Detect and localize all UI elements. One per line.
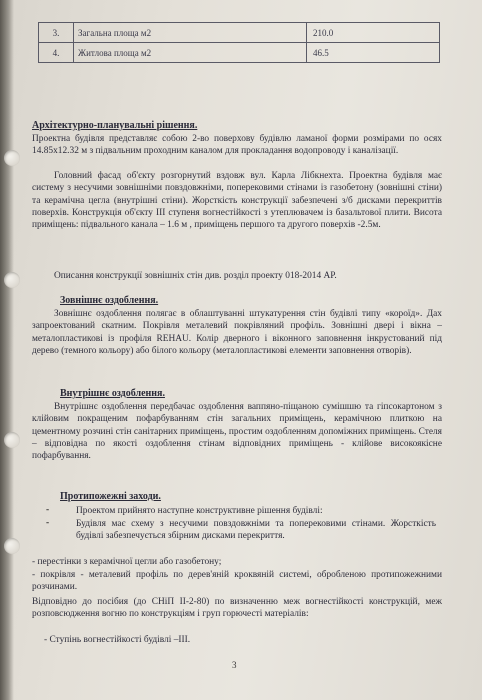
- exterior-paragraph: Зовнішнє оздоблення полягає в облаштуванні штукатурення стін будівлі типу «короїд». Дах запроектований скатним. Покрівля металевий покрівляний профіль. Зовнішні двері і вікна – металопластикові із профіля REHAU. Колір дверного і віконного заповнення інкрустований під дерево (темного кольору) або білого кольору (металопластикові елементи заповнення отворів).: [32, 309, 442, 356]
- arch-paragraph-1: Проектна будівля представляє собою 2-во поверхову будівлю ламаної форми розмірами по осях 14.85х12.32 м з підвальним проходним каналом для прокладання водопроводу і каналізації.: [32, 134, 442, 157]
- row-value: 46.5: [307, 43, 440, 63]
- page-number: 3: [232, 660, 237, 670]
- binder-hole: [4, 272, 20, 288]
- arch-paragraph-3: Описання конструкції зовнішніх стін див. розділ проекту 018-2014 АР.: [54, 271, 337, 281]
- fire-dash-1: Проектом прийнято наступне конструктивне рішення будівлі:: [76, 506, 323, 516]
- table-row: [39, 43, 440, 63]
- row-label: Загальна площа м2: [74, 23, 307, 43]
- dash-marker: -: [46, 505, 50, 515]
- interior-heading: Внутрішнє оздоблення.: [60, 388, 165, 399]
- dash-marker: -: [46, 518, 50, 528]
- binder-hole: [4, 150, 20, 166]
- row-number: 3.: [39, 23, 74, 43]
- fire-heading: Протипожежні заходи.: [60, 491, 161, 502]
- fire-paragraph: Відповідно до посібия (до СНіП ІІ-2-80) по визначенню меж вогнестійкості конструкцій, меж розповсюдження вогню по конструкціям і груп горючесті матеріалів:: [32, 597, 442, 620]
- fire-line-2: - покрівля - металевий профіль по дерев'яній кроквяній системі, обробленою протипожежними розчинами.: [32, 570, 442, 593]
- table-row: [39, 23, 440, 43]
- arch-heading: Архітектурно-планувальні рішення.: [32, 120, 198, 131]
- row-label: Житлова площа м2: [74, 43, 307, 63]
- fire-line-1: - перестінки з керамічної цегли або газобетону;: [32, 557, 222, 567]
- fire-dash-2: Будівля має схему з несучими повздовжніми та поперековими стінами. Жорсткість будівлі забезпечується збірним дисками перекриття.: [76, 519, 436, 542]
- binder-hole: [4, 538, 20, 554]
- spec-table: [38, 22, 440, 63]
- interior-paragraph: Внутрішнє оздоблення передбачає оздоблення ваппяно-піщаною сумішшю та гіпсокартоном з клійовим покращеним пофарбуванням стін загальних приміщень, керамічною плиткою на цементному розчині стін санітарних приміщень, простим оздобленням допоміжних приміщень. Стеля – відповідна по якості оздоблення стінам відповідних приміщень - клійове високоякісне пофарбування.: [32, 402, 442, 462]
- fire-line-3: - Ступінь вогнестійкості будівлі –III.: [44, 635, 191, 645]
- row-number: 4.: [39, 43, 74, 63]
- arch-paragraph-2: Головний фасад об'єкту розгорнутий вздовж вул. Карла Лібкнехта. Проектна будівля має систему з несучими зовнішніми повздовжніми, поперековими стінами із газобетону (зовнішні стіни) та керамічна цегла (внутрішні стіни). Жорсткість конструкції забезпечені з/б дисками перекриттів поверхів. Конструкція об'єкту III ступеня вогнестійкості з утеплювачем із базальтової плити. Висота приміщень: підвального канала – 1.6 м , приміщень першого та другого поверхів -2.5м.: [32, 171, 442, 231]
- exterior-heading: Зовнішнє оздоблення.: [60, 295, 159, 306]
- binder-hole: [4, 432, 20, 448]
- page-edge-shadow: [0, 0, 14, 700]
- row-value: 210.0: [307, 23, 440, 43]
